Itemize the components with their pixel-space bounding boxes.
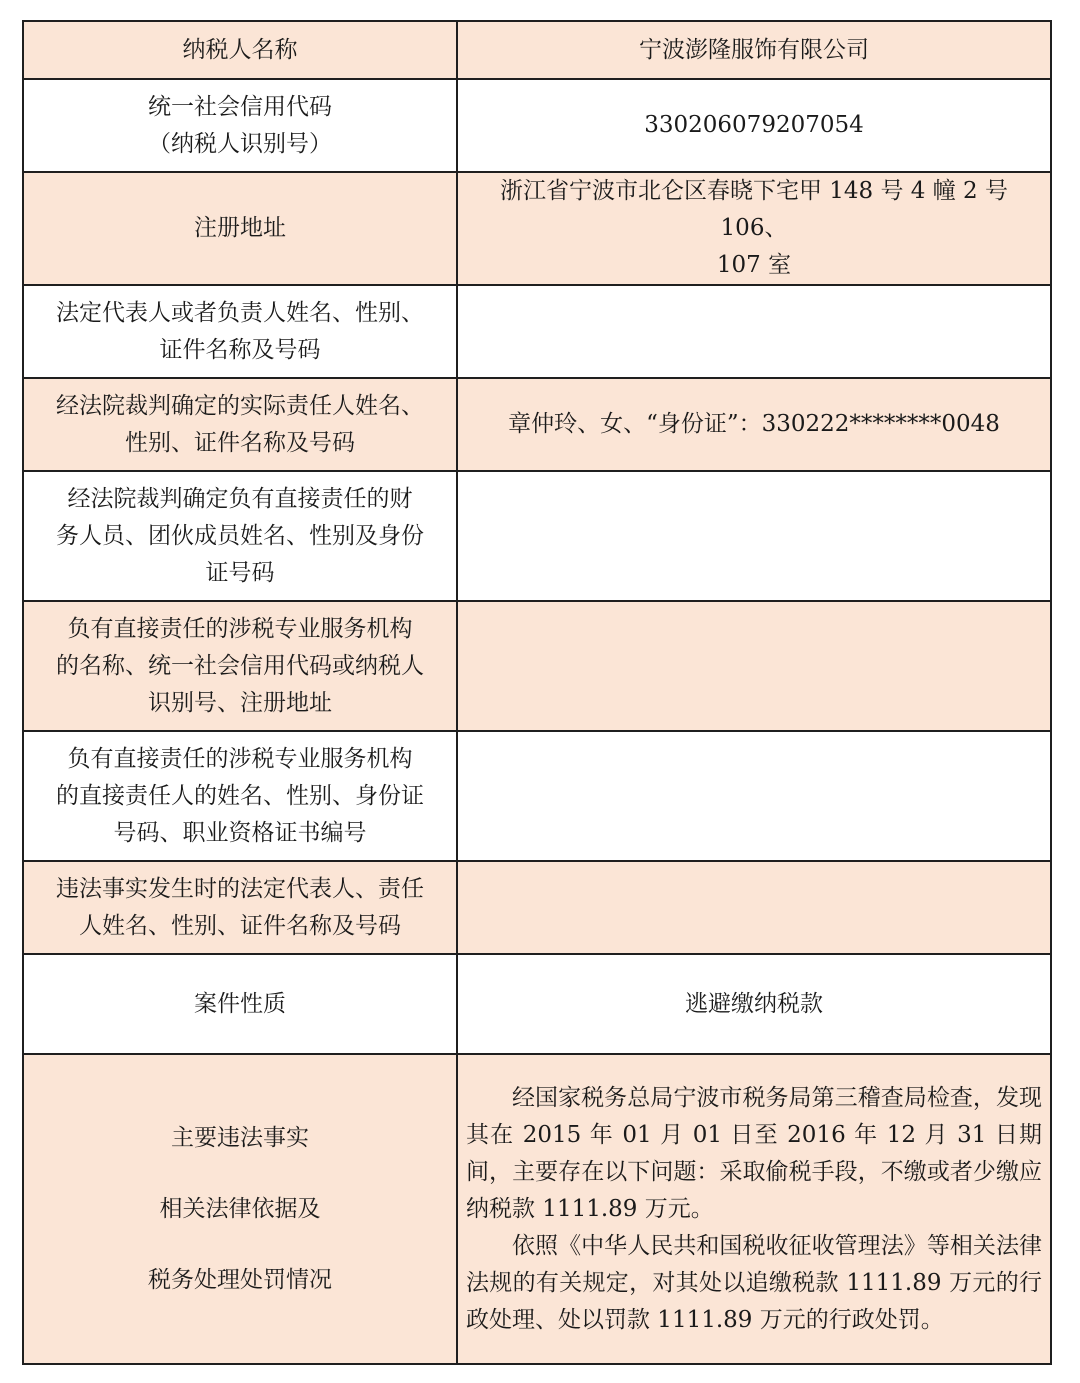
label-line: 负有直接责任的涉税专业服务机构 xyxy=(67,745,413,772)
label-cell xyxy=(23,79,457,172)
value-cell xyxy=(457,1054,1051,1364)
row-legal-representative xyxy=(23,285,1051,378)
row-case-nature xyxy=(23,954,1051,1054)
label-line: 经法院裁判确定负有直接责任的财 xyxy=(67,485,413,512)
value-cell xyxy=(457,731,1051,861)
value-cell xyxy=(457,285,1051,378)
label-cell xyxy=(23,378,457,471)
value-cell xyxy=(457,861,1051,954)
label-line: 纳税人名称 xyxy=(182,36,298,63)
value-cell xyxy=(457,954,1051,1054)
label-cell xyxy=(23,601,457,731)
fact-paragraph: 经国家税务总局宁波市税务局第三稽查局检查，发现其在 2015 年 01 月 01 日至 2016 年 12 月 31 日期间，主要存在以下问题：采取偷税手段，不缴或者少缴应纳税款 1111.89 万元。 xyxy=(466,1084,1042,1222)
value-cell xyxy=(457,378,1051,471)
label-line: 号码、职业资格证书编号 xyxy=(113,819,367,846)
label-line: 相关法律依据及 xyxy=(159,1195,321,1222)
value-line: 章仲玲、女、“身份证”：330222********0048 xyxy=(508,411,1000,437)
value-cell xyxy=(457,172,1051,285)
value-cell xyxy=(457,21,1051,79)
label-line: 经法院裁判确定的实际责任人姓名、 xyxy=(56,392,424,419)
label-line: 人姓名、性别、证件名称及号码 xyxy=(79,912,401,939)
label-line: 务人员、团伙成员姓名、性别及身份 xyxy=(56,522,424,549)
row-registered-address xyxy=(23,172,1051,285)
label-line: 案件性质 xyxy=(194,990,286,1017)
value-line: 330206079207054 xyxy=(644,112,864,138)
label-line: 识别号、注册地址 xyxy=(148,689,332,716)
taxpayer-info-table xyxy=(22,20,1052,1365)
label-cell xyxy=(23,861,457,954)
value-line: 浙江省宁波市北仑区春晓下宅甲 148 号 4 幢 2 号 106、 xyxy=(499,178,1009,241)
row-finance-staff xyxy=(23,471,1051,601)
label-line: 税务处理处罚情况 xyxy=(148,1266,332,1293)
value-line: 逃避缴纳税款 xyxy=(685,990,823,1017)
label-line: （纳税人识别号） xyxy=(148,130,332,157)
value-cell xyxy=(457,601,1051,731)
value-cell xyxy=(457,79,1051,172)
label-line: 法定代表人或者负责人姓名、性别、 xyxy=(56,299,424,326)
label-line: 违法事实发生时的法定代表人、责任 xyxy=(56,875,424,902)
label-line: 性别、证件名称及号码 xyxy=(125,429,355,456)
label-line: 的直接责任人的姓名、性别、身份证 xyxy=(56,782,424,809)
label-line: 的名称、统一社会信用代码或纳税人 xyxy=(56,652,424,679)
row-actual-responsible-person xyxy=(23,378,1051,471)
row-credit-code xyxy=(23,79,1051,172)
label-line: 主要违法事实 xyxy=(171,1124,309,1151)
label-line: 负有直接责任的涉税专业服务机构 xyxy=(67,615,413,642)
row-violation-facts xyxy=(23,1054,1051,1364)
value-line: 107 室 xyxy=(716,252,792,278)
label-cell xyxy=(23,21,457,79)
label-cell xyxy=(23,172,457,285)
label-line: 统一社会信用代码 xyxy=(148,93,332,120)
row-representative-at-violation xyxy=(23,861,1051,954)
label-cell xyxy=(23,285,457,378)
row-tax-agency xyxy=(23,601,1051,731)
label-cell xyxy=(23,731,457,861)
row-taxpayer-name xyxy=(23,21,1051,79)
row-tax-agency-person xyxy=(23,731,1051,861)
value-cell xyxy=(457,471,1051,601)
label-line: 证号码 xyxy=(205,559,275,586)
label-cell xyxy=(23,1054,457,1364)
label-cell xyxy=(23,471,457,601)
penalty-paragraph: 依照《中华人民共和国税收征收管理法》等相关法律法规的有关规定，对其处以追缴税款 1111.89 万元的行政处理、处以罚款 1111.89 万元的行政处罚。 xyxy=(466,1232,1042,1333)
label-line: 证件名称及号码 xyxy=(159,336,321,363)
label-cell xyxy=(23,954,457,1054)
label-line: 注册地址 xyxy=(194,215,286,241)
value-line: 宁波澎隆服饰有限公司 xyxy=(639,36,869,63)
